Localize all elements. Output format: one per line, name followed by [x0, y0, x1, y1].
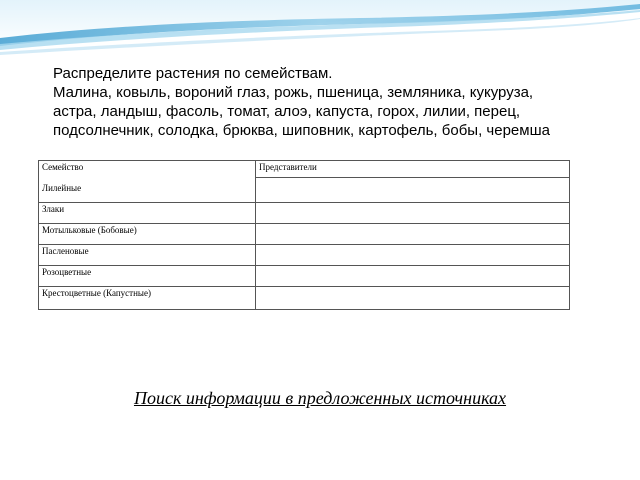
representatives-cell: [256, 266, 570, 287]
family-label: Пасленовые: [39, 245, 256, 266]
task-line: Распределите растения по семействам.: [53, 65, 333, 82]
family-label: Крестоцветные (Капустные): [39, 287, 256, 310]
table-row: [39, 287, 570, 310]
task-line: астра, ландыш, фасоль, томат, алоэ, капуста, горох, лилии, перец,: [53, 103, 521, 120]
sources-link[interactable]: Поиск информации в предложенных источниках: [133, 388, 507, 408]
representatives-cell: [256, 224, 570, 245]
table-row: [39, 203, 570, 224]
families-table: [38, 160, 570, 310]
task-text: [53, 64, 613, 140]
family-label: Злаки: [39, 203, 256, 224]
family-label: Розоцветные: [39, 266, 256, 287]
task-line: Малина, ковыль, вороний глаз, рожь, пшеница, земляника, кукуруза,: [53, 84, 534, 101]
family-label: Лилейные: [42, 183, 82, 193]
header-wave-decoration: [0, 0, 640, 60]
family-label: Мотыльковые (Бобовые): [39, 224, 256, 245]
table-row: [39, 161, 570, 178]
representatives-cell: [256, 245, 570, 266]
representatives-cell: [256, 178, 570, 203]
header-family: Семейство: [42, 162, 84, 172]
table-row: [39, 224, 570, 245]
table-cell: [39, 161, 256, 203]
representatives-cell: [256, 287, 570, 310]
task-line: подсолнечник, солодка, брюква, шиповник, картофель, бобы, черемша: [53, 122, 550, 139]
table-row: [39, 245, 570, 266]
table-row: [39, 266, 570, 287]
header-representatives: Представители: [256, 161, 570, 178]
representatives-cell: [256, 203, 570, 224]
